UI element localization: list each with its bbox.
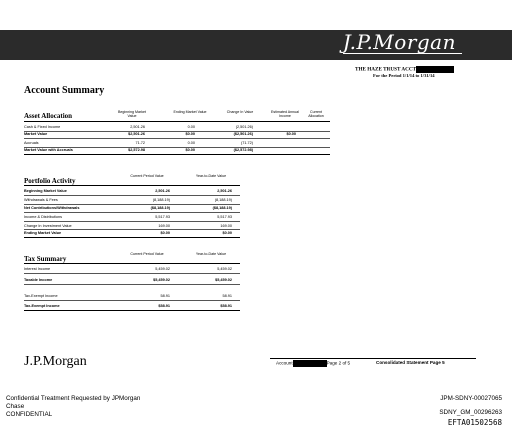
table-cell: $0.00 [286, 132, 296, 136]
bates-number-1: JPM-SDNY-00027065 [440, 395, 502, 402]
table-cell: $58.91 [220, 304, 232, 308]
table-row-label: Income & Distributions [24, 215, 62, 219]
trust-name: THE HAZE TRUST [355, 66, 401, 73]
col-year-to-date-value: Year-to-Date Value [195, 252, 227, 256]
table-cell: ($8,188.19) [150, 206, 170, 210]
table-cell: ($2,572.98) [233, 148, 253, 152]
footer-statement-page: Consolidated Statement Page 5 [376, 360, 445, 365]
table-cell: 2,501.26 [130, 125, 145, 129]
table-cell: 5,517.93 [217, 215, 232, 219]
confidential-line-2: Chase [6, 403, 25, 410]
table-cell: $2,572.98 [128, 148, 145, 152]
table-cell: ($8,188.19) [212, 206, 232, 210]
table-row-label: Cash & Fixed Income [24, 125, 61, 129]
row-divider [24, 273, 240, 274]
asset-allocation-heading: Asset Allocation [24, 112, 73, 120]
table-row-label: Taxable Income [24, 278, 53, 282]
footer-account-label: Account [276, 360, 293, 366]
table-cell: 5,459.02 [217, 267, 232, 271]
col-beginning-market-value: Beginning Market Value [118, 110, 146, 119]
statement-period: For the Period 1/1/14 to 1/31/14 [373, 73, 435, 78]
row-divider [24, 221, 240, 222]
table-cell: ($2,501.26) [233, 132, 253, 136]
table-cell: $5,459.02 [215, 278, 232, 282]
table-cell: 2,501.26 [155, 189, 170, 193]
table-cell: 58.91 [222, 294, 232, 298]
tax-summary-heading: Tax Summary [24, 255, 67, 263]
col-current-period-value: Current Period Value [130, 252, 164, 256]
table-cell: $2,501.26 [128, 132, 145, 136]
portfolio-activity-bottom-rule [24, 237, 240, 238]
confidential-line-3: CONFIDENTIAL [6, 411, 53, 418]
row-divider [24, 229, 240, 230]
jpmorgan-footer-logo: J.P.Morgan [24, 354, 87, 369]
table-row-label: Market Value [24, 132, 48, 136]
table-cell: (8,188.19) [214, 198, 232, 202]
asset-allocation-rule [24, 121, 330, 122]
col-current-period-value: Current Period Value [130, 174, 164, 178]
portfolio-activity-rule [24, 185, 240, 186]
table-row-label: Market Value with Accruals [24, 148, 73, 152]
table-cell: (2,501.26) [235, 125, 253, 129]
row-divider [24, 204, 240, 205]
footer-page-number: Page 2 of 5 [326, 360, 351, 366]
col-year-to-date-value: Year-to-Date Value [195, 174, 227, 178]
row-divider [24, 300, 240, 301]
asset-allocation-bottom-rule [24, 154, 330, 155]
table-cell: $0.00 [185, 132, 195, 136]
acct-label: ACCT [401, 66, 417, 73]
page-title: Account Summary [24, 85, 105, 96]
table-cell: 2,501.26 [217, 189, 232, 193]
col-change-in-value: Change In Value [226, 110, 254, 114]
table-cell: (8,188.19) [152, 198, 170, 202]
tax-summary-rule [24, 263, 240, 264]
row-divider [24, 195, 240, 196]
table-row-label: Tax-Exempt Income [24, 304, 60, 308]
footer-account [276, 360, 350, 367]
table-cell: 71.72 [135, 141, 145, 145]
table-cell: 5,517.93 [155, 215, 170, 219]
bates-number-2: SDNY_GM_00296263 [439, 409, 502, 416]
table-cell: $5,459.02 [153, 278, 170, 282]
table-row-label: Interest Income [24, 267, 51, 271]
footer-rule [270, 358, 476, 359]
col-current-allocation: Current Allocation [308, 110, 324, 119]
row-divider [24, 212, 240, 213]
table-row-label: Withdrawals & Fees [24, 198, 58, 202]
table-cell: (71.72) [240, 141, 253, 145]
col-estimated-annual-income: Estimated Annual Income [271, 110, 299, 119]
table-cell: 58.91 [160, 294, 170, 298]
table-cell: 5,459.02 [155, 267, 170, 271]
table-cell: 169.00 [220, 224, 232, 228]
table-cell: 0.00 [187, 141, 195, 145]
confidential-line-1: Confidential Treatment Requested by JPMorgan [6, 395, 141, 402]
table-cell: $58.91 [158, 304, 170, 308]
table-row-label: Net Contributions/Withdrawals [24, 206, 80, 210]
table-row-label: Change In Investment Value [24, 224, 72, 228]
redaction-box [416, 66, 454, 73]
trust-line [355, 66, 454, 73]
table-cell: $0.00 [160, 231, 170, 235]
redaction-box [293, 360, 327, 367]
table-row-label: Tax-Exempt Income [24, 294, 58, 298]
efta-number: EFTA01502568 [447, 418, 502, 427]
table-cell: 0.00 [187, 125, 195, 129]
table-row-label: Accruals [24, 141, 39, 145]
table-cell: $0.00 [222, 231, 232, 235]
logo-text: J.P.Morgan [342, 30, 456, 54]
col-ending-market-value: Ending Market Value [173, 110, 207, 114]
table-row-label: Beginning Market Value [24, 189, 67, 193]
tax-summary-bottom-rule [24, 310, 240, 311]
table-cell: 169.00 [158, 224, 170, 228]
jpmorgan-script-logo [343, 30, 456, 54]
portfolio-activity-heading: Portfolio Activity [24, 177, 76, 185]
row-divider [24, 138, 330, 139]
row-divider [24, 284, 240, 285]
table-cell: $0.00 [185, 148, 195, 152]
table-row-label: Ending Market Value [24, 231, 62, 235]
